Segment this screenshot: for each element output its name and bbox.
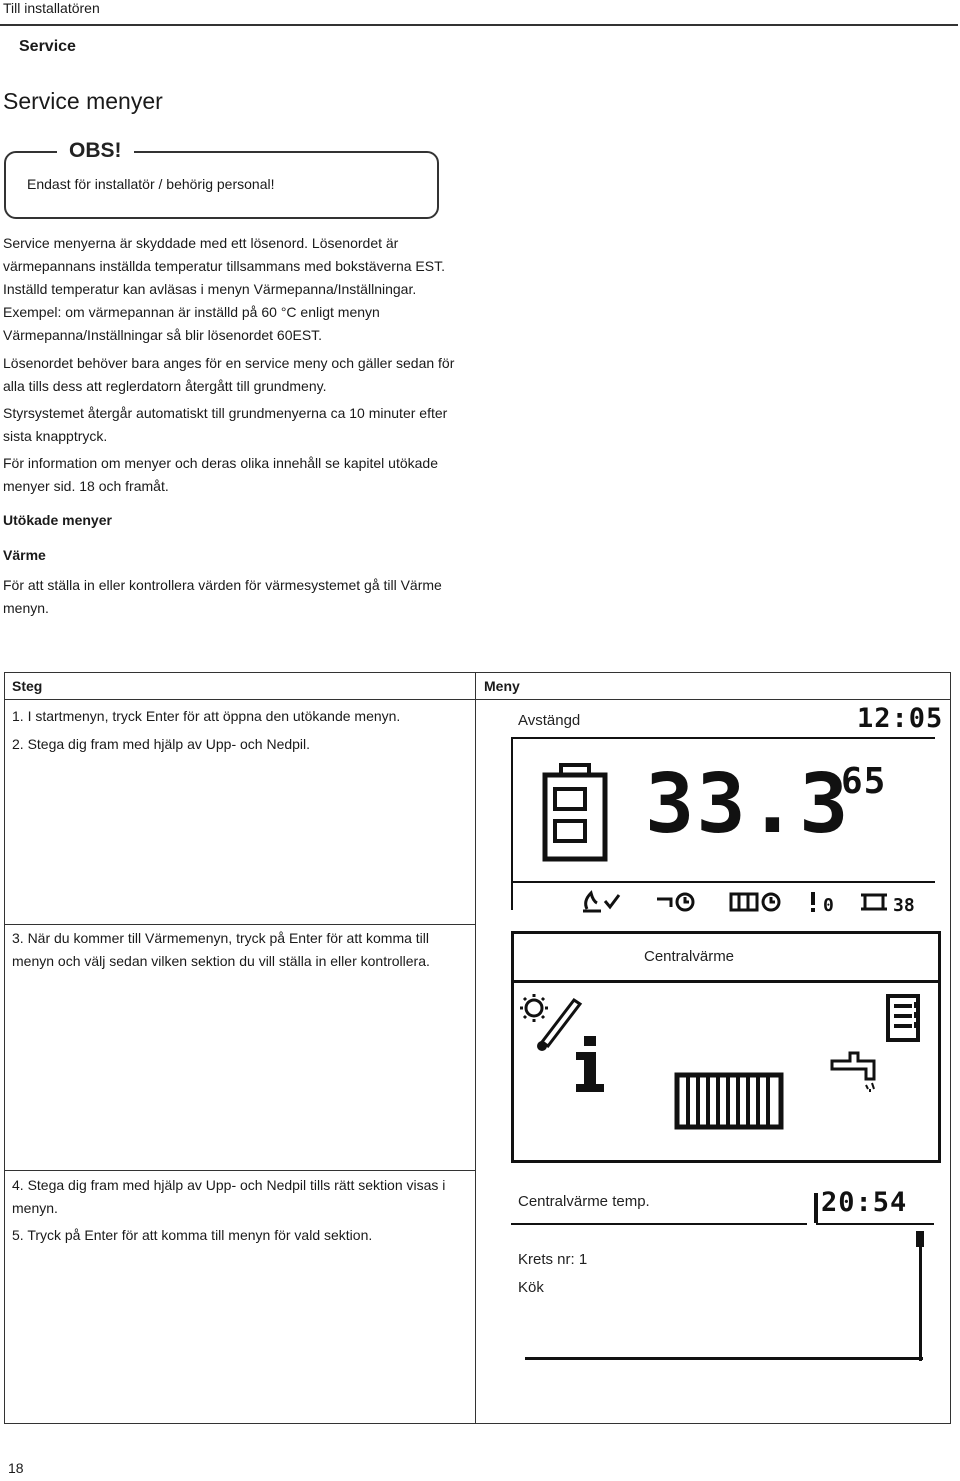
- step-5: 5. Tryck på Enter för att komma till menyn för vald sektion.: [12, 1227, 373, 1243]
- note-text: Endast för installatör / behörig personal!: [27, 176, 275, 192]
- list-icon: [884, 992, 924, 1044]
- note-title: OBS!: [57, 139, 134, 163]
- status-value-a: 0: [823, 895, 834, 915]
- status-label: Avstängd: [518, 712, 581, 729]
- boiler-icon: [539, 763, 611, 863]
- column-header-menu: Meny: [484, 678, 520, 694]
- table-header-rule: [5, 699, 950, 700]
- steps-table: [4, 672, 951, 1424]
- paragraph-password: Service menyerna är skyddade med ett lösenord. Lösenordet är värmepannans inställda temperatur tillsammans med bokstäverna EST. Inställd temperatur kan avläsas i menyn Värmepanna/Inställningar.: [3, 235, 445, 297]
- title-divider: [511, 1223, 807, 1225]
- paragraph-once: Lösenordet behöver bara anges för en service meny och gäller sedan för alla tills dess att reglerdatorn återgått till grundmeny.: [3, 355, 455, 394]
- table-column-divider: [475, 673, 476, 1423]
- display-temp-menu: [511, 1179, 941, 1413]
- bottom-divider: [525, 1357, 923, 1360]
- flame-check-icon: [583, 893, 619, 911]
- clock-time: 20:54: [821, 1187, 908, 1218]
- menu-divider: [514, 980, 938, 983]
- heading-heat: Värme: [3, 547, 46, 563]
- status-value-b: 38: [893, 895, 915, 915]
- radiator-icon: [674, 1072, 784, 1130]
- step-2: 2. Stega dig fram med hjälp av Upp- och Nedpil.: [12, 736, 311, 752]
- top-divider: [511, 737, 935, 739]
- status-icons-row: [581, 889, 931, 915]
- display-start-menu: [511, 701, 944, 921]
- heading-extended-menus: Utökade menyer: [3, 512, 112, 528]
- alarm-icon: [811, 892, 815, 912]
- setpoint-value: 65: [841, 761, 887, 802]
- display-heat-menu: [511, 931, 941, 1163]
- bottom-divider: [511, 881, 935, 883]
- tap-clock-icon: [657, 894, 693, 910]
- page-number: 18: [8, 1460, 24, 1476]
- left-frame: [511, 737, 513, 910]
- step-3: 3. När du kommer till Värmemenyn, tryck på Enter för att komma till menyn och välj sedan vilken sektion du vill ställa in eller kontrollera.: [12, 930, 430, 969]
- running-head: Till installatören: [3, 0, 100, 16]
- table-row-rule: [5, 1170, 475, 1171]
- paragraph-timeout: Styrsystemet återgår automatiskt till grundmenyerna ca 10 minuter efter sista knapptryck.: [3, 405, 448, 444]
- menu-title: Centralvärme temp.: [518, 1193, 650, 1210]
- zone-name: Kök: [518, 1279, 544, 1296]
- step-4: 4. Stega dig fram med hjälp av Upp- och Nedpil tills rätt sektion visas i menyn.: [12, 1177, 446, 1216]
- paragraph-info: För information om menyer och deras olika innehåll se kapitel utökade menyer sid. 18 och framåt.: [3, 455, 439, 494]
- page-title: Service menyer: [3, 88, 163, 114]
- time-frame-left: [814, 1193, 818, 1223]
- fan-icon: [861, 895, 887, 909]
- scrollbar-thumb[interactable]: [916, 1231, 924, 1247]
- step-1: 1. I startmenyn, tryck Enter för att öppna den utökande menyn.: [12, 708, 401, 724]
- paragraph-heat: För att ställa in eller kontrollera värden för värmesystemet gå till Värme menyn.: [3, 577, 442, 616]
- section-label: Service: [19, 38, 76, 55]
- circuit-number: Krets nr: 1: [518, 1251, 588, 1268]
- radiator-clock-icon: [731, 894, 779, 910]
- paragraph-example: Exempel: om värmepannan är inställd på 60 °C enligt menyn Värmepanna/Inställningar så blir lösenordet 60EST.: [3, 304, 380, 343]
- column-header-step: Steg: [12, 678, 43, 694]
- time-divider: [816, 1223, 934, 1225]
- tap-icon: [830, 1049, 886, 1093]
- header-rule: [0, 24, 958, 26]
- info-icon: [570, 1034, 610, 1094]
- temperature-value: 33.3: [645, 757, 851, 852]
- scrollbar-track[interactable]: [919, 1247, 922, 1361]
- clock-time: 12:05: [857, 703, 944, 734]
- table-row-rule: [5, 924, 475, 925]
- menu-title: Centralvärme: [644, 948, 735, 965]
